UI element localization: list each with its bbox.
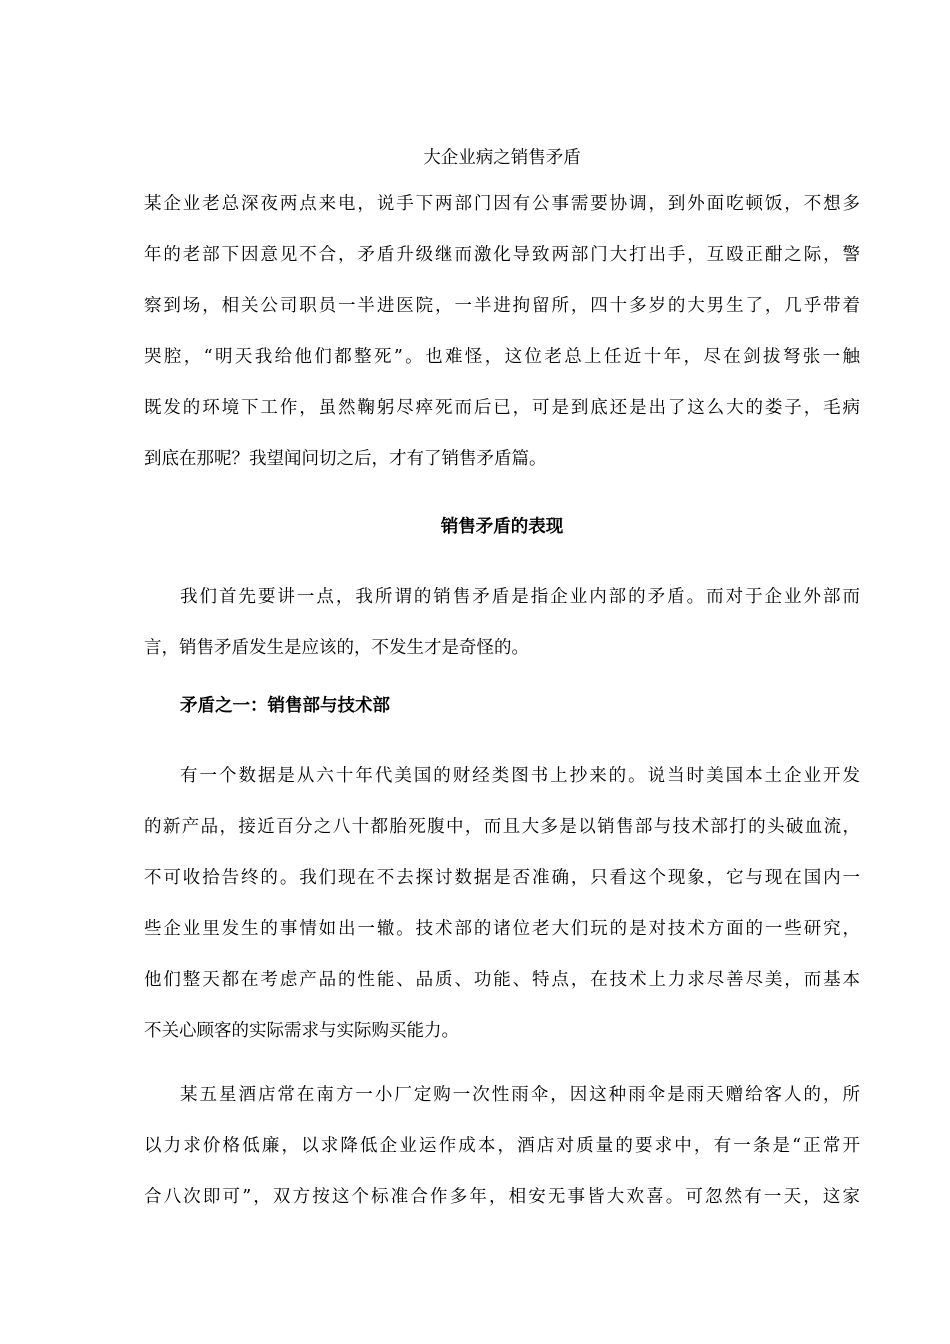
intro-paragraph — [144, 179, 860, 485]
paragraph-line: 有一个数据是从六十年代美国的财经类图书上抄来的。说当时美国本土企业开发 — [180, 766, 860, 786]
paragraph-line: 以力求价格低廉，以求降低企业运作成本，酒店对质量的要求中，有一条是“正常开 — [144, 1136, 860, 1156]
paragraph-tech-sales — [144, 751, 860, 1057]
section-heading: 销售矛盾的表现 — [440, 517, 564, 537]
document-page — [144, 143, 860, 1223]
intro-line: 察到场，相关公司职员一半进医院，一半进拘留所，四十多岁的大男生了，几乎带着 — [144, 296, 860, 316]
intro-line: 哭腔，“明天我给他们都整死”。也难怪，这位老总上任近十年，尽在剑拔弩张一触 — [144, 347, 860, 367]
paragraph-line: 某五星酒店常在南方一小厂定购一次性雨伞，因这种雨伞是雨天赠给客人的，所 — [180, 1085, 860, 1105]
intro-line: 既发的环境下工作，虽然鞠躬尽瘁死而后已，可是到底还是出了这么大的娄子，毛病 — [144, 398, 860, 418]
section-line: 言，销售矛盾发生是应该的，不发生才是奇怪的。 — [144, 638, 529, 658]
paragraph-line: 些企业里发生的事情如出一辙。技术部的诸位老大们玩的是对技术方面的一些研究， — [144, 919, 860, 939]
intro-line: 某企业老总深夜两点来电，说手下两部门因有公事需要协调，到外面吃顿饭，不想多 — [144, 194, 860, 214]
paragraph-line: 不关心顾客的实际需求与实际购买能力。 — [144, 1021, 459, 1041]
paragraph-line: 他们整天都在考虑产品的性能、品质、功能、特点，在技术上力求尽善尽美，而基本 — [144, 970, 860, 990]
paragraph-line: 不可收拾告终的。我们现在不去探讨数据是否准确，只看这个现象，它与现在国内一 — [144, 868, 860, 888]
paragraph-line: 合八次即可”，双方按这个标准合作多年，相安无事皆大欢喜。可忽然有一天，这家 — [144, 1187, 860, 1207]
section-paragraph — [144, 572, 860, 674]
paragraph-line: 的新产品，接近百分之八十都胎死腹中，而且大多是以销售部与技术部打的头破血流， — [144, 817, 860, 837]
intro-line: 年的老部下因意见不合，矛盾升级继而激化导致两部门大打出手，互殴正酣之际，警 — [144, 245, 860, 265]
sub-heading: 矛盾之一：销售部与技术部 — [180, 696, 390, 716]
intro-line: 到底在那呢？我望闻问切之后，才有了销售矛盾篇。 — [144, 449, 547, 469]
section-line: 我们首先要讲一点，我所谓的销售矛盾是指企业内部的矛盾。而对于企业外部而 — [180, 587, 860, 607]
document-title: 大企业病之销售矛盾 — [423, 148, 581, 168]
paragraph-umbrella — [144, 1070, 860, 1223]
